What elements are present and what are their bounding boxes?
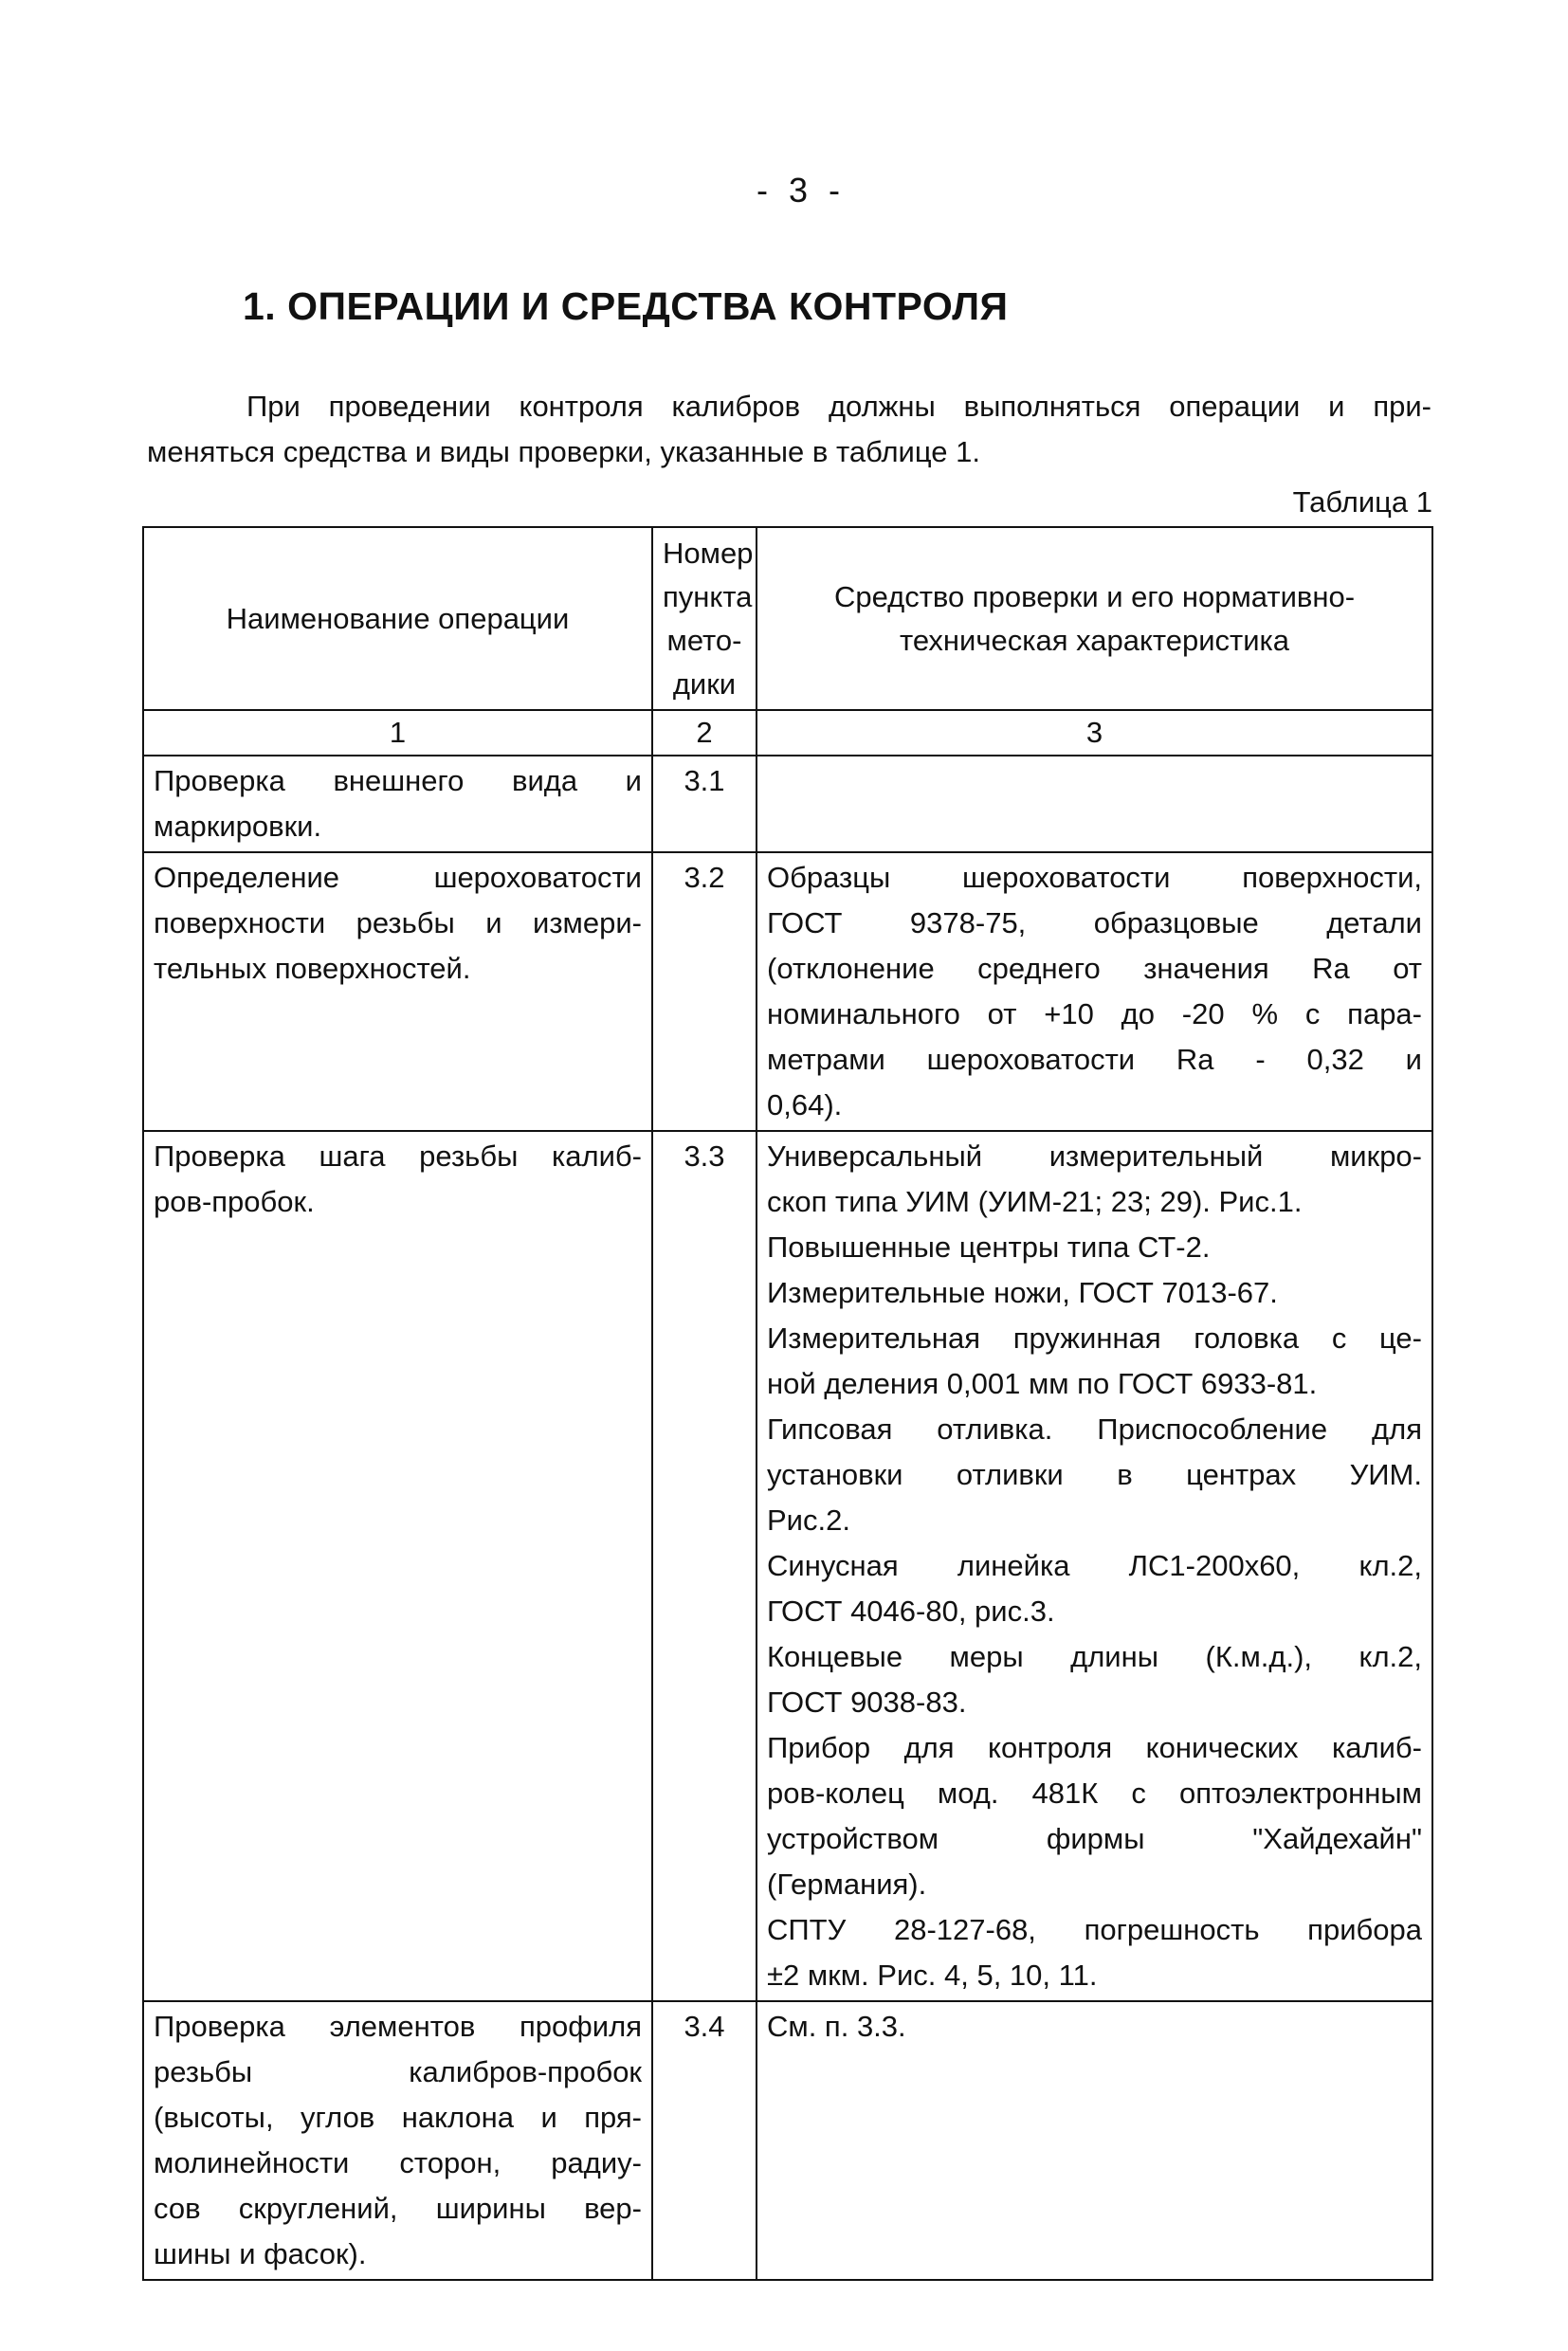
- means-cell: [757, 852, 1432, 1131]
- table-row: [143, 852, 1432, 1131]
- operation-cell: [143, 1131, 652, 2001]
- means-line: номинального от +10 до -20 % с пара-: [767, 997, 1422, 1030]
- intro-line-1: При проведении контроля калибров должны выполняться операции и при-: [246, 390, 1431, 423]
- operation-line: Определение шероховатости: [154, 861, 642, 894]
- means-line: 0,64).: [767, 1088, 843, 1121]
- column-index: 3: [757, 710, 1432, 756]
- operation-line: маркировки.: [154, 810, 322, 843]
- header-method-item-line: пункта: [663, 579, 753, 613]
- column-index: 1: [143, 710, 652, 756]
- means-line: ГОСТ 4046-80, рис.3.: [767, 1595, 1055, 1628]
- means-line: Рис.2.: [767, 1504, 850, 1537]
- method-item-cell: 3.3: [652, 1131, 757, 2001]
- operation-cell: [143, 756, 652, 852]
- means-line: метрами шероховатости Ra - 0,32 и: [767, 1043, 1422, 1076]
- means-line: Синусная линейка ЛС1-200х60, кл.2,: [767, 1549, 1422, 1582]
- operation-line: тельных поверхностей.: [154, 952, 471, 985]
- operation-cell: [143, 852, 652, 1131]
- operation-line: молинейности сторон, радиу-: [154, 2146, 642, 2179]
- header-means-line: техническая характеристика: [899, 623, 1290, 657]
- means-line: СПТУ 28-127-68, погрешность прибора: [767, 1913, 1422, 1946]
- means-line: Измерительные ножи, ГОСТ 7013-67.: [767, 1276, 1278, 1309]
- page-number: - 3 -: [756, 171, 846, 210]
- means-line: Прибор для контроля конических калиб-: [767, 1731, 1422, 1764]
- intro-paragraph: [147, 384, 1431, 475]
- means-line: Образцы шероховатости поверхности,: [767, 861, 1422, 894]
- operation-line: шины и фасок).: [154, 2237, 367, 2270]
- table-row: [143, 756, 1432, 852]
- method-item-cell: 3.4: [652, 2001, 757, 2280]
- header-method-item: [652, 527, 757, 710]
- operation-cell: [143, 2001, 652, 2280]
- means-cell: [757, 2001, 1432, 2280]
- operation-line: (высоты, углов наклона и пря-: [154, 2101, 642, 2134]
- operation-line: резьбы калибров-пробок: [154, 2055, 642, 2088]
- means-line: Концевые меры длины (К.м.д.), кл.2,: [767, 1640, 1422, 1673]
- section-heading: 1. ОПЕРАЦИИ И СРЕДСТВА КОНТРОЛЯ: [243, 284, 1009, 328]
- header-method-item-line: Номер: [663, 536, 754, 570]
- intro-line-2: меняться средства и виды проверки, указанные в таблице 1.: [147, 435, 980, 468]
- means-line: Гипсовая отливка. Приспособление для: [767, 1412, 1422, 1446]
- table-body: [143, 756, 1432, 2280]
- means-line: ГОСТ 9378-75, образцовые детали: [767, 906, 1422, 939]
- operation-line: сов скруглений, ширины вер-: [154, 2192, 642, 2225]
- header-method-item-line: мето-: [666, 623, 742, 657]
- means-line: скоп типа УИМ (УИМ-21; 23; 29). Рис.1.: [767, 1185, 1303, 1218]
- operation-line: ров-пробок.: [154, 1185, 315, 1218]
- operation-line: Проверка внешнего вида и: [154, 764, 642, 797]
- means-line: Универсальный измерительный микро-: [767, 1139, 1422, 1173]
- operation-line: Проверка элементов профиля: [154, 2010, 642, 2043]
- header-method-item-line: дики: [672, 666, 737, 701]
- means-line: (Германия).: [767, 1868, 927, 1901]
- operation-line: Проверка шага резьбы калиб-: [154, 1139, 642, 1173]
- means-line: Повышенные центры типа СТ-2.: [767, 1230, 1211, 1264]
- operations-table: [142, 526, 1433, 2281]
- means-line: устройством фирмы "Хайдехайн": [767, 1822, 1422, 1855]
- operation-line: поверхности резьбы и измери-: [154, 906, 642, 939]
- table-caption: Таблица 1: [1292, 485, 1432, 519]
- column-index-row: [143, 710, 1432, 756]
- method-item-cell: 3.1: [652, 756, 757, 852]
- table-row: [143, 2001, 1432, 2280]
- header-operation: Наименование операции: [143, 527, 652, 710]
- means-line: ГОСТ 9038-83.: [767, 1686, 967, 1719]
- means-cell: [757, 756, 1432, 852]
- means-line: Измерительная пружинная головка с це-: [767, 1321, 1422, 1355]
- header-means: [757, 527, 1432, 710]
- column-index: 2: [652, 710, 757, 756]
- means-line: ров-колец мод. 481К с оптоэлектронным: [767, 1777, 1422, 1810]
- means-line: установки отливки в центрах УИМ.: [767, 1458, 1422, 1491]
- means-line: ной деления 0,001 мм по ГОСТ 6933-81.: [767, 1367, 1318, 1400]
- means-cell: [757, 1131, 1432, 2001]
- method-item-cell: 3.2: [652, 852, 757, 1131]
- means-line: См. п. 3.3.: [767, 2010, 906, 2043]
- table-header-row: [143, 527, 1432, 710]
- header-means-line: Средство проверки и его нормативно-: [833, 579, 1356, 613]
- means-line: ±2 мкм. Рис. 4, 5, 10, 11.: [767, 1959, 1098, 1992]
- table-row: [143, 1131, 1432, 2001]
- means-line: (отклонение среднего значения Ra от: [767, 952, 1422, 985]
